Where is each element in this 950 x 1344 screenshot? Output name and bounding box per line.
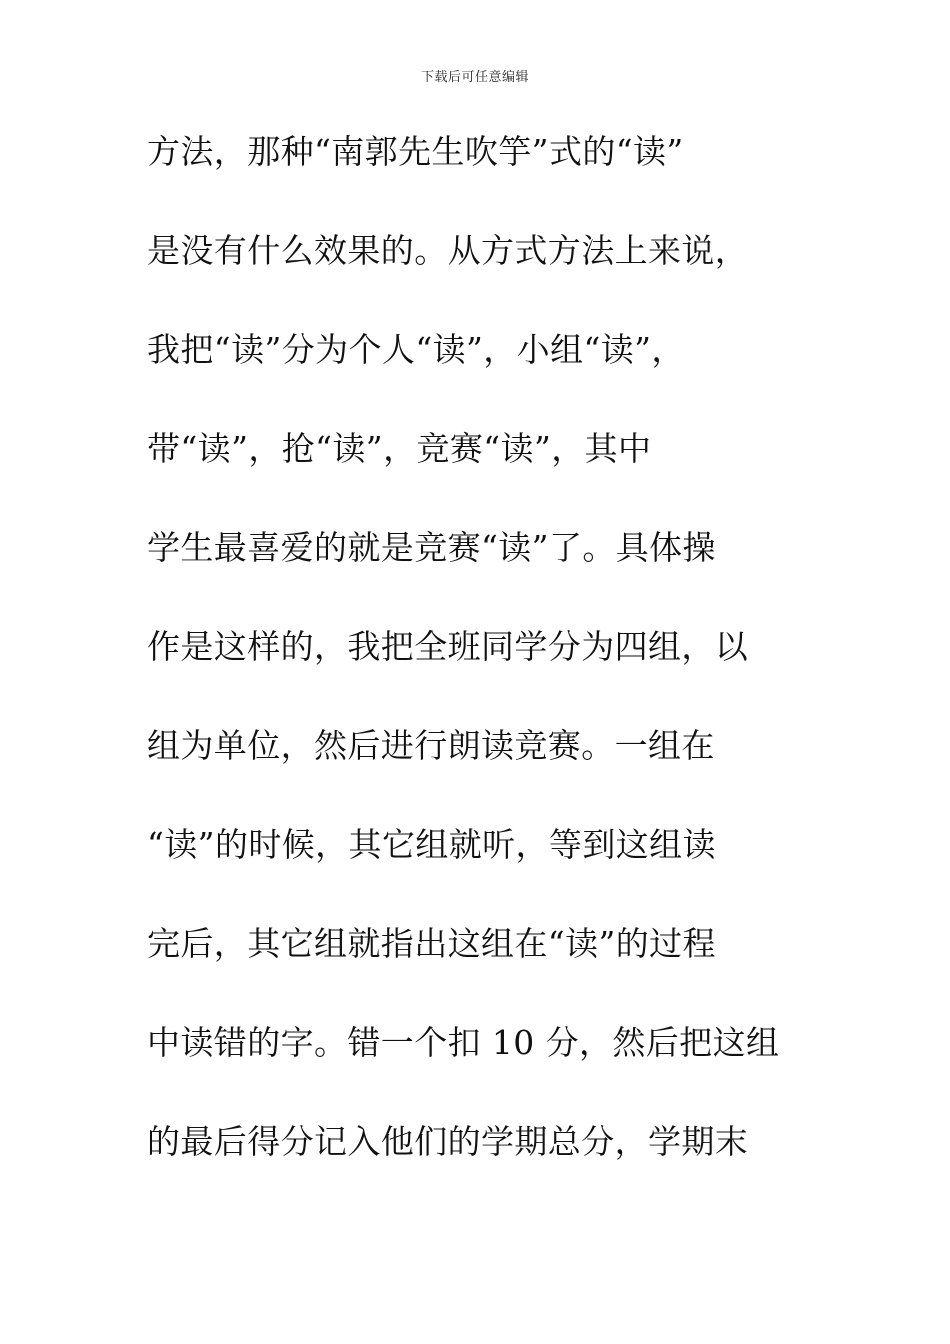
text-line: 方法，那种“南郭先生吹竽”式的“读” [147, 132, 684, 171]
text-line: 我把“读”分为个人“读”，小组“读”， [147, 330, 685, 369]
text-line: 作是这样的，我把全班同学分为四组，以 [147, 627, 749, 666]
text-line: 完后，其它组就指出这组在“读”的过程 [147, 924, 716, 963]
text-line: “读”的时候，其它组就听，等到这组读 [147, 825, 716, 864]
text-line: 中读错的字。错一个扣 10 分，然后把这组 [147, 1023, 780, 1062]
text-line: 带“读”，抢“读”，竞赛“读”，其中 [147, 429, 652, 468]
document-body [147, 126, 847, 1215]
text-line: 组为单位，然后进行朗读竞赛。一组在 [147, 726, 715, 765]
text-line: 学生最喜爱的就是竞赛“读”了。具体操 [147, 528, 716, 567]
text-line: 是没有什么效果的。从方式方法上来说， [147, 231, 749, 270]
text-line: 的最后得分记入他们的学期总分，学期末 [147, 1122, 749, 1161]
page-header-note: 下载后可任意编辑 [420, 70, 529, 85]
